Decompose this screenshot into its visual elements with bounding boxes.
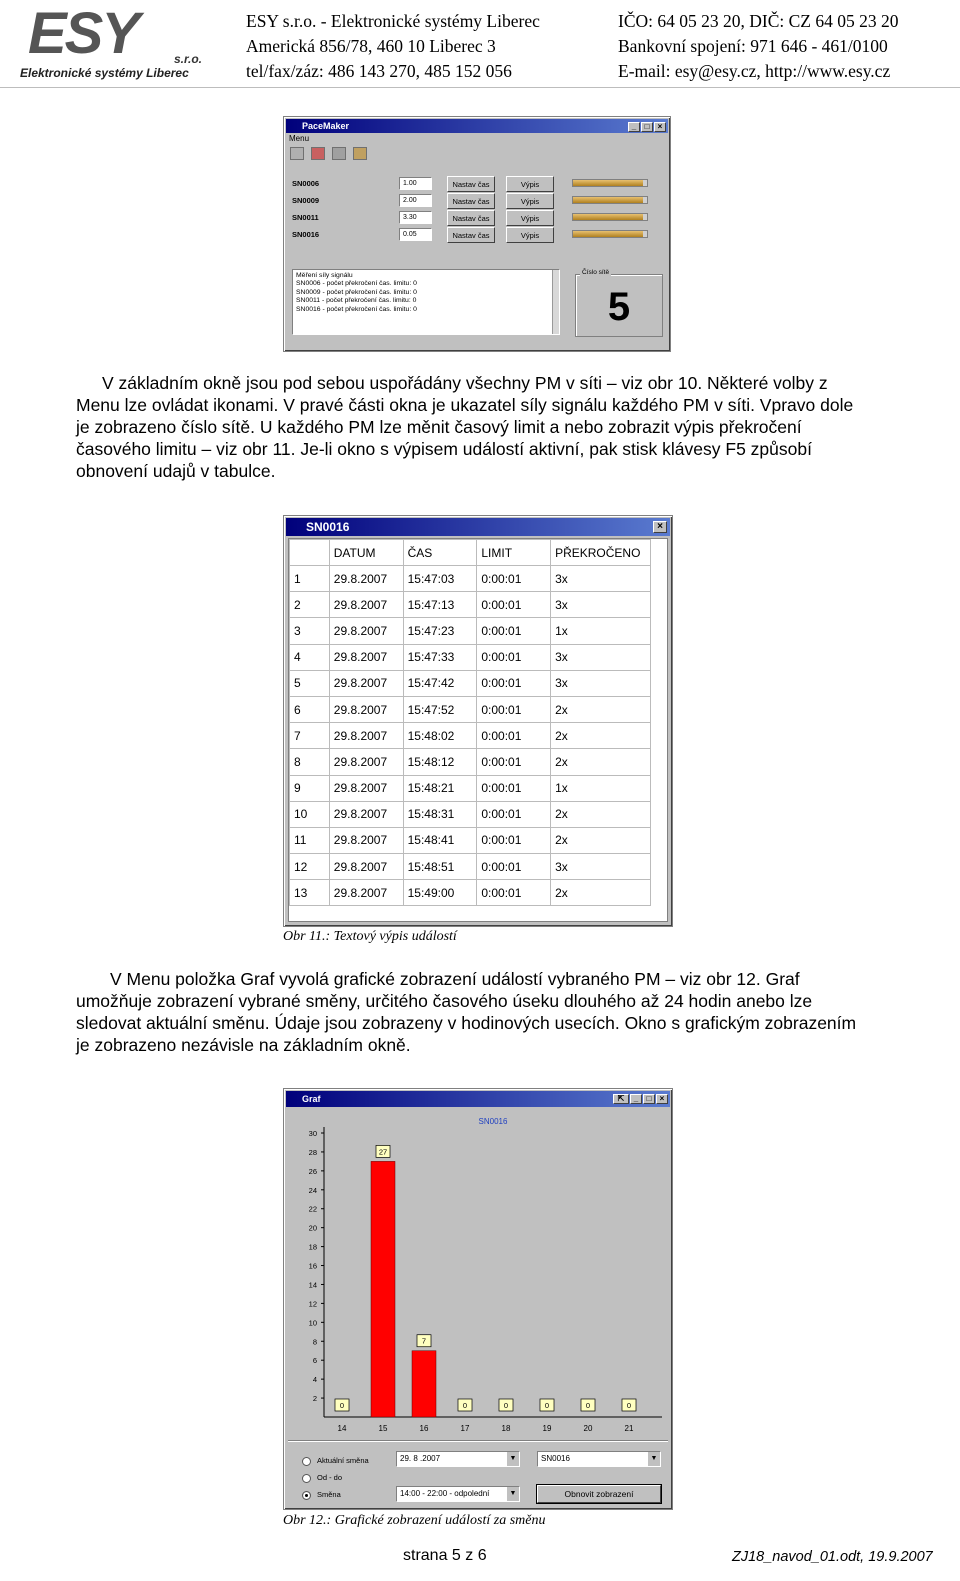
- table-cell: 1x: [551, 775, 651, 801]
- y-tick-label: 30: [308, 1129, 317, 1138]
- table-cell: 1x: [551, 618, 651, 644]
- table-cell: 29.8.2007: [329, 775, 403, 801]
- table-cell: 3x: [551, 566, 651, 592]
- table-cell: 15:48:12: [403, 749, 477, 775]
- column-header[interactable]: LIMIT: [477, 540, 551, 566]
- table-row[interactable]: [290, 618, 651, 644]
- log-line: SN0006 - počet překročení čas. limitu: 0: [296, 280, 417, 288]
- letterhead: [0, 0, 960, 88]
- header-address: Americká 856/78, 460 10 Liberec 3: [246, 36, 496, 56]
- table-cell: 15:48:41: [403, 827, 477, 853]
- signal-strength-bar: [572, 213, 648, 221]
- list-button[interactable]: Výpis: [506, 227, 554, 243]
- list-button[interactable]: Výpis: [506, 210, 554, 226]
- table-cell: 0:00:01: [477, 670, 551, 696]
- table-cell: 2x: [551, 801, 651, 827]
- close-icon[interactable]: ×: [656, 1094, 668, 1104]
- events-table: [289, 539, 651, 906]
- time-limit-field[interactable]: 3.30: [399, 211, 432, 224]
- y-tick-label: 10: [308, 1318, 317, 1328]
- chevron-down-icon[interactable]: ▼: [648, 1452, 660, 1466]
- log-scrollbar[interactable]: [552, 270, 559, 334]
- table-cell: 8: [290, 749, 330, 775]
- table-cell: 29.8.2007: [329, 880, 403, 906]
- signal-strength-fill: [573, 214, 643, 220]
- events-titlebar: [286, 518, 670, 536]
- column-header[interactable]: ČAS: [403, 540, 477, 566]
- signal-strength-fill: [573, 231, 643, 237]
- radio-icon[interactable]: [302, 1457, 311, 1466]
- time-limit-field[interactable]: 1.00: [399, 177, 432, 190]
- table-cell: 0:00:01: [477, 801, 551, 827]
- table-cell: 0:00:01: [477, 723, 551, 749]
- tools-icon[interactable]: [332, 147, 346, 160]
- network-group: [575, 269, 663, 337]
- y-tick-label: 22: [308, 1204, 317, 1214]
- header-bank: Bankovní spojení: 971 646 - 461/0100: [618, 36, 888, 56]
- header-company: ESY s.r.o. - Elektronické systémy Liberec: [246, 11, 540, 31]
- data-label: 27: [378, 1147, 388, 1157]
- header-email: E-mail: esy@esy.cz, http://www.esy.cz: [618, 61, 891, 81]
- menu-item[interactable]: Menu: [289, 134, 310, 143]
- table-cell: 13: [290, 880, 330, 906]
- x-tick-label: 16: [419, 1424, 429, 1433]
- logo-sro: s.r.o.: [174, 52, 203, 66]
- table-cell: 15:47:33: [403, 644, 477, 670]
- x-tick-label: 18: [501, 1424, 511, 1433]
- set-time-button[interactable]: Nastav čas: [447, 210, 495, 226]
- x-tick-label: 14: [337, 1424, 347, 1433]
- y-tick-label: 14: [308, 1280, 317, 1290]
- signal-strength-bar: [572, 196, 648, 204]
- y-tick-label: 4: [312, 1375, 317, 1385]
- table-cell: 6: [290, 696, 330, 722]
- table-cell: 29.8.2007: [329, 566, 403, 592]
- data-label: 7: [421, 1336, 427, 1346]
- date-select[interactable]: [396, 1451, 520, 1467]
- table-row[interactable]: [290, 775, 651, 801]
- page-number: strana 5 z 6: [403, 1547, 487, 1564]
- table-cell: 0:00:01: [477, 592, 551, 618]
- log-line: SN0011 - počet překročení čas. limitu: 0: [296, 297, 417, 305]
- log-line: SN0016 - počet překročení čas. limitu: 0: [296, 305, 417, 313]
- graph-title: Graf: [302, 1094, 321, 1104]
- paragraph-line: časového limitu – viz obr 11. Je-li okno s výpisem událostí aktivní, pak stisk klávesy F5 způsobí: [76, 439, 812, 459]
- shift-value: 14:00 - 22:00 - odpolední: [400, 1489, 490, 1498]
- table-row[interactable]: [290, 801, 651, 827]
- x-tick-label: 17: [460, 1424, 470, 1433]
- table-row[interactable]: [290, 749, 651, 775]
- header-ico: IČO: 64 05 23 20, DIČ: CZ 64 05 23 20: [618, 11, 899, 31]
- table-cell: 11: [290, 827, 330, 853]
- table-cell: 15:47:23: [403, 618, 477, 644]
- table-row[interactable]: [290, 696, 651, 722]
- table-row[interactable]: [290, 854, 651, 880]
- table-row[interactable]: [290, 880, 651, 906]
- logo-subtitle: Elektronické systémy Liberec: [20, 66, 189, 80]
- table-cell: 29.8.2007: [329, 749, 403, 775]
- y-tick-label: 24: [308, 1185, 317, 1195]
- network-label: Číslo sítě: [582, 269, 610, 276]
- paragraph-line: je zobrazeno nezávisle na základním okně.: [76, 1035, 411, 1055]
- x-tick-label: 15: [378, 1424, 388, 1433]
- column-header[interactable]: DATUM: [329, 540, 403, 566]
- sn-label: SN0009: [292, 196, 320, 205]
- separator: [288, 1440, 668, 1441]
- sn-select[interactable]: [537, 1451, 661, 1467]
- close-icon[interactable]: ×: [654, 122, 666, 132]
- table-row[interactable]: [290, 723, 651, 749]
- y-tick-label: 26: [308, 1166, 317, 1176]
- mode-radio[interactable]: [302, 1489, 341, 1501]
- file-name: ZJ18_navod_01.odt, 19.9.2007: [732, 1549, 933, 1565]
- sn-value: SN0016: [541, 1454, 570, 1463]
- table-cell: 15:49:00: [403, 880, 477, 906]
- table-cell: 29.8.2007: [329, 592, 403, 618]
- set-time-button[interactable]: Nastav čas: [447, 176, 495, 192]
- radio-icon[interactable]: [302, 1474, 311, 1483]
- table-row[interactable]: [290, 644, 651, 670]
- table-cell: 2x: [551, 827, 651, 853]
- network-number: 5: [607, 285, 631, 329]
- table-cell: 15:48:31: [403, 801, 477, 827]
- data-label: 0: [462, 1401, 468, 1410]
- table-cell: 29.8.2007: [329, 696, 403, 722]
- mode-radio[interactable]: [302, 1455, 369, 1467]
- data-label: 0: [544, 1401, 550, 1410]
- table-cell: 15:47:13: [403, 592, 477, 618]
- y-tick-label: 20: [308, 1223, 317, 1233]
- y-tick-label: 16: [308, 1261, 317, 1271]
- list-button[interactable]: Výpis: [506, 176, 554, 192]
- table-cell: 29.8.2007: [329, 644, 403, 670]
- alarm-icon[interactable]: [311, 147, 325, 160]
- table-cell: 29.8.2007: [329, 723, 403, 749]
- sn-label: SN0011: [292, 213, 319, 222]
- table-cell: 29.8.2007: [329, 801, 403, 827]
- shift-select[interactable]: [396, 1486, 520, 1502]
- events-bar-chart: [286, 1107, 670, 1437]
- table-cell: 0:00:01: [477, 749, 551, 775]
- table-cell: 15:47:03: [403, 566, 477, 592]
- pacemaker-title: PaceMaker: [302, 121, 350, 131]
- chevron-down-icon[interactable]: ▼: [507, 1487, 519, 1501]
- y-tick-label: 12: [308, 1299, 317, 1309]
- paragraph-line: V základním okně jsou pod sebou uspořádány všechny PM v síti – viz obr 10. Některé volby z: [102, 373, 828, 393]
- event-log[interactable]: [292, 269, 560, 335]
- minimize-icon[interactable]: _: [630, 1094, 642, 1104]
- maximize-icon[interactable]: □: [643, 1094, 655, 1104]
- table-cell: 10: [290, 801, 330, 827]
- table-cell: 7: [290, 723, 330, 749]
- x-tick-label: 19: [542, 1424, 552, 1433]
- table-row[interactable]: [290, 827, 651, 853]
- restore-icon[interactable]: ⇱: [613, 1094, 629, 1104]
- table-row[interactable]: [290, 592, 651, 618]
- table-cell: 15:48:51: [403, 854, 477, 880]
- signal-strength-bar: [572, 179, 648, 187]
- radio-label: Aktuální směna: [317, 1456, 369, 1465]
- table-cell: 15:47:42: [403, 670, 477, 696]
- pacemaker-window: [283, 116, 671, 352]
- table-cell: 3x: [551, 592, 651, 618]
- table-cell: 2x: [551, 723, 651, 749]
- log-line: SN0009 - počet překročení čas. limitu: 0: [296, 288, 417, 296]
- table-cell: 12: [290, 854, 330, 880]
- x-tick-label: 21: [624, 1424, 634, 1433]
- table-cell: 0:00:01: [477, 696, 551, 722]
- table-cell: 29.8.2007: [329, 670, 403, 696]
- sn-label: SN0006: [292, 179, 320, 188]
- refresh-button[interactable]: Obnovit zobrazení: [537, 1485, 661, 1503]
- maximize-icon[interactable]: □: [641, 122, 653, 132]
- graph-window: [283, 1088, 673, 1510]
- table-cell: 0:00:01: [477, 827, 551, 853]
- date-value: 29. 8 .2007: [400, 1454, 441, 1463]
- table-row[interactable]: [290, 566, 651, 592]
- table-cell: 29.8.2007: [329, 618, 403, 644]
- table-cell: 0:00:01: [477, 644, 551, 670]
- table-cell: 2x: [551, 696, 651, 722]
- table-cell: 0:00:01: [477, 880, 551, 906]
- table-cell: 3: [290, 618, 330, 644]
- table-cell: 0:00:01: [477, 566, 551, 592]
- table-cell: 0:00:01: [477, 854, 551, 880]
- table-cell: 3x: [551, 644, 651, 670]
- radio-label: Směna: [317, 1490, 341, 1499]
- set-time-button[interactable]: Nastav čas: [447, 227, 495, 243]
- table-cell: 3x: [551, 854, 651, 880]
- graph-titlebar: [286, 1091, 670, 1107]
- time-limit-field[interactable]: 2.00: [399, 194, 432, 207]
- bar: [371, 1161, 395, 1417]
- radio-icon[interactable]: [302, 1491, 311, 1500]
- figure-caption-12: Obr 12.: Grafické zobrazení událostí za směnu: [283, 1513, 546, 1528]
- data-label: 0: [339, 1401, 345, 1410]
- log-line: Měření síly signálu: [296, 272, 353, 279]
- table-cell: 29.8.2007: [329, 854, 403, 880]
- events-title: SN0016: [306, 520, 350, 534]
- radio-label: Od - do: [317, 1473, 343, 1482]
- data-label: 0: [626, 1401, 632, 1410]
- y-tick-label: 2: [312, 1394, 317, 1404]
- table-cell: 29.8.2007: [329, 827, 403, 853]
- table-cell: 15:47:52: [403, 696, 477, 722]
- data-label: 0: [585, 1401, 591, 1410]
- minimize-icon[interactable]: _: [628, 122, 640, 132]
- table-cell: 2x: [551, 749, 651, 775]
- pacemaker-titlebar: [286, 119, 668, 133]
- set-time-button[interactable]: Nastav čas: [447, 193, 495, 209]
- chart-background: [286, 1107, 670, 1437]
- paragraph-line: V Menu položka Graf vyvolá grafické zobrazení událostí vybraného PM – viz obr 12. Graf: [110, 969, 800, 989]
- table-cell: 5: [290, 670, 330, 696]
- sn-label: SN0016: [292, 230, 320, 239]
- x-tick-label: 20: [583, 1424, 593, 1433]
- time-limit-field[interactable]: 0.05: [399, 228, 432, 241]
- table-icon[interactable]: [290, 147, 304, 160]
- table-cell: 15:48:21: [403, 775, 477, 801]
- table-cell: 1: [290, 566, 330, 592]
- graph-icon[interactable]: [353, 147, 367, 160]
- table-cell: 2x: [551, 880, 651, 906]
- events-window: [283, 515, 673, 927]
- table-cell: 0:00:01: [477, 618, 551, 644]
- paragraph-line: umožňuje zobrazení vybrané směny, určitého časového úseku dlouhého až 24 hodin anebo lze: [76, 991, 813, 1011]
- figure-caption-11: Obr 11.: Textový výpis událostí: [283, 929, 457, 944]
- table-row[interactable]: [290, 670, 651, 696]
- table-cell: 4: [290, 644, 330, 670]
- paragraph-line: Menu lze ovládat ikonami. V pravé části okna je ukazatel síly signálu každého PM v síti. Vpravo dole: [76, 395, 854, 415]
- paragraph-line: je zobrazeno číslo sítě. U každého PM lze měnit časový limit a nebo zobrazit výpis překročení: [76, 417, 802, 437]
- y-tick-label: 6: [312, 1356, 317, 1366]
- column-header[interactable]: [290, 540, 330, 566]
- signal-strength-bar: [572, 230, 648, 238]
- close-icon[interactable]: ×: [653, 521, 667, 533]
- table-cell: 3x: [551, 670, 651, 696]
- list-button[interactable]: Výpis: [506, 193, 554, 209]
- data-label: 0: [503, 1401, 509, 1410]
- column-header[interactable]: PŘEKROČENO: [551, 540, 651, 566]
- y-tick-label: 8: [312, 1337, 317, 1347]
- table-cell: 9: [290, 775, 330, 801]
- table-cell: 15:48:02: [403, 723, 477, 749]
- paragraph-line: sledovat aktuální směnu. Údaje jsou zobrazeny v hodinových usecích. Okno s grafickým zobrazením: [76, 1013, 857, 1033]
- company-logo: ESY: [28, 1, 139, 66]
- signal-strength-fill: [573, 180, 643, 186]
- y-tick-label: 18: [308, 1242, 317, 1252]
- y-tick-label: 28: [308, 1147, 317, 1157]
- signal-strength-fill: [573, 197, 643, 203]
- mode-radio[interactable]: [302, 1472, 342, 1484]
- paragraph-line: obnovení udajů v tabulce.: [76, 461, 276, 481]
- events-table-area: [288, 538, 668, 922]
- bar: [412, 1351, 436, 1417]
- table-cell: 0:00:01: [477, 775, 551, 801]
- table-cell: 2: [290, 592, 330, 618]
- chevron-down-icon[interactable]: ▼: [507, 1452, 519, 1466]
- chart-title: SN0016: [478, 1117, 508, 1126]
- header-phone: tel/fax/záz: 486 143 270, 485 152 056: [246, 61, 512, 81]
